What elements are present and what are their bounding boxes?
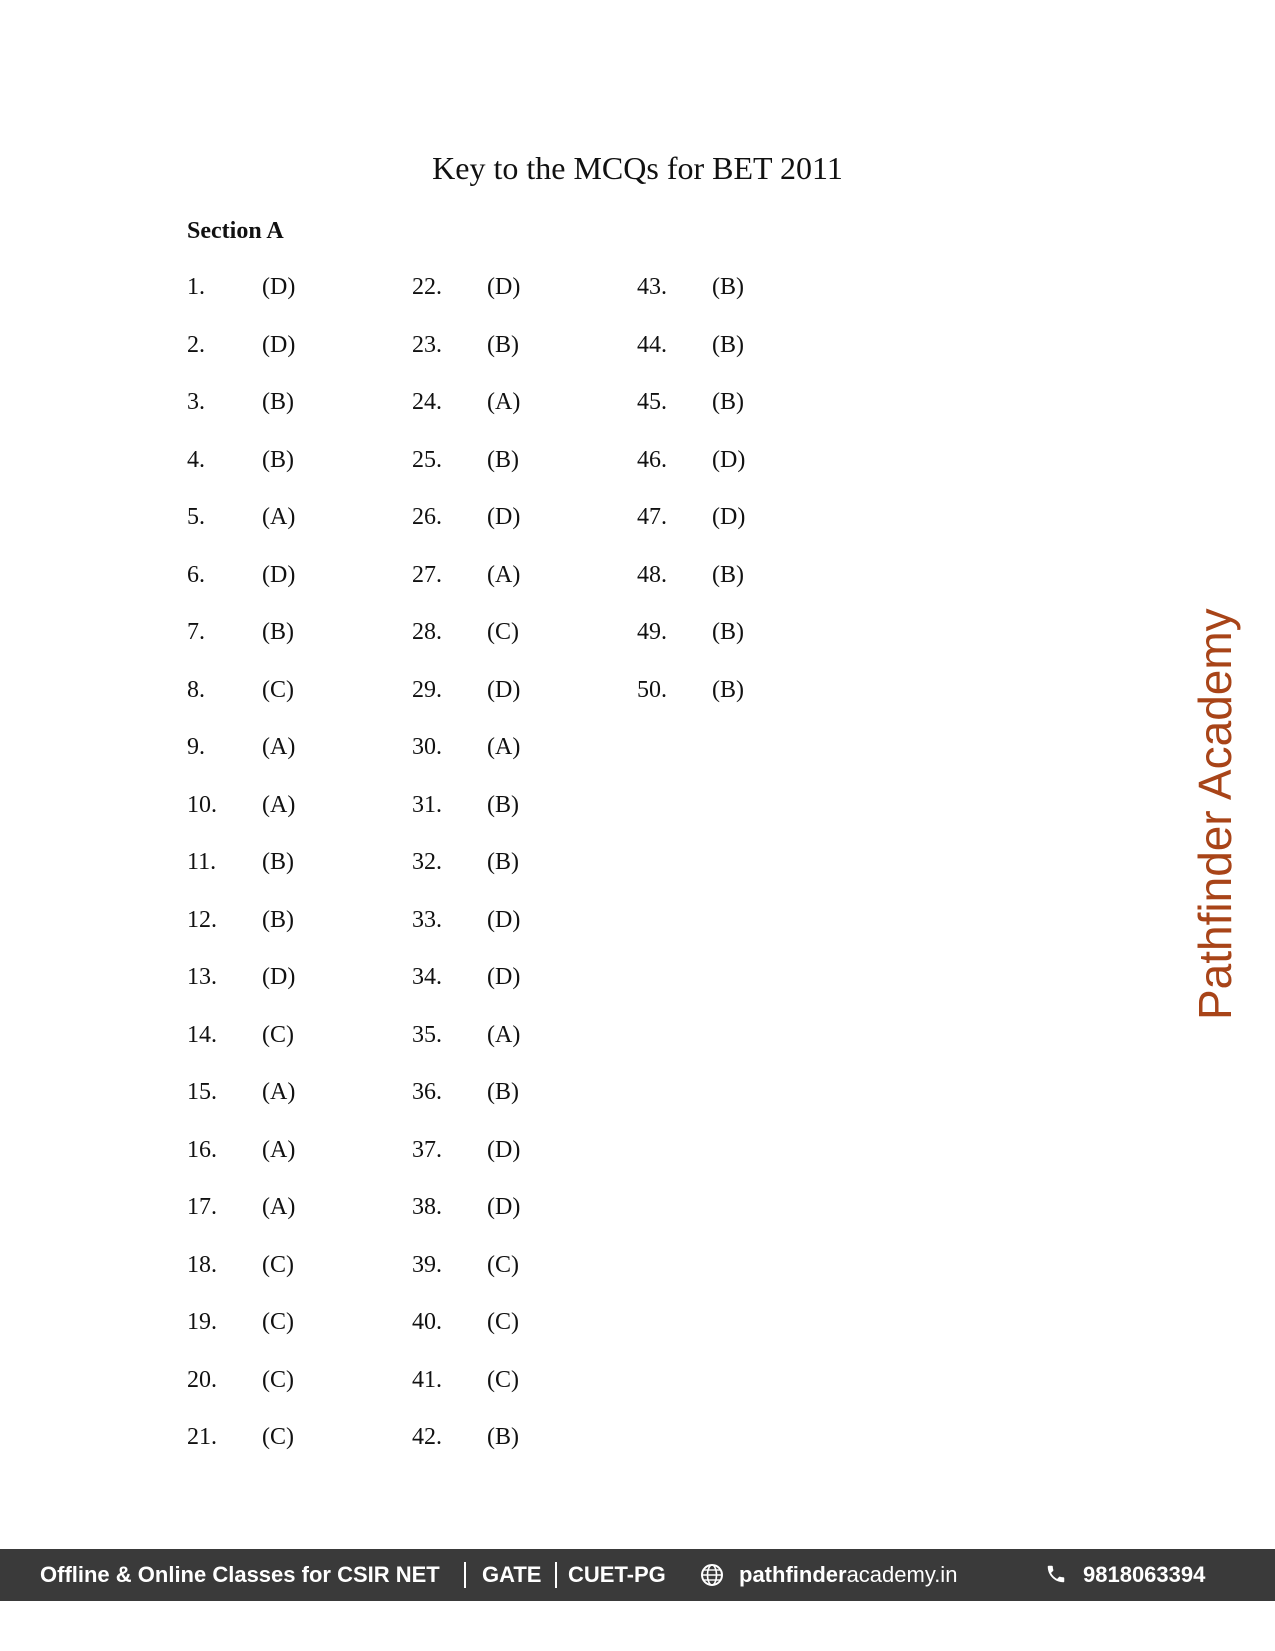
question-number: 16. [187,1136,217,1163]
question-number: 32. [412,849,442,875]
question-number: 1. [187,274,205,300]
answer-option: (A) [262,1079,296,1105]
question-number: 50. [637,676,667,703]
footer-url-bold: pathfinder [739,1562,847,1587]
answer-option: (D) [487,1194,521,1220]
answer-option: (B) [487,446,519,473]
answer-option: (C) [487,1366,519,1393]
answer-option: (A) [262,1136,296,1163]
question-number: 29. [412,676,442,703]
question-number: 25. [412,446,442,473]
question-number: 28. [412,619,442,645]
question-number: 22. [412,274,442,300]
footer-cuet-text: CUET-PG [568,1562,666,1587]
question-number: 41. [412,1366,442,1393]
question-number: 33. [412,906,442,933]
question-number: 37. [412,1136,442,1163]
answer-option: (B) [712,389,744,415]
question-number: 14. [187,1021,217,1048]
question-number: 4. [187,446,205,473]
answer-option: (B) [262,619,294,645]
answer-option: (A) [262,791,296,818]
answer-option: (A) [262,1194,296,1220]
question-number: 19. [187,1309,217,1335]
answer-option: (B) [487,1079,519,1105]
question-number: 46. [637,446,667,473]
question-number: 45. [637,389,667,415]
footer-separator [464,1562,466,1588]
answer-option: (B) [712,561,744,588]
globe-icon [700,1563,724,1587]
answer-option: (A) [487,734,521,760]
phone-icon [1045,1563,1067,1585]
question-number: 39. [412,1251,442,1278]
question-number: 2. [187,331,205,358]
answer-option: (D) [262,561,296,588]
question-number: 36. [412,1079,442,1105]
question-number: 49. [637,619,667,645]
question-number: 44. [637,331,667,358]
answer-option: (A) [487,389,521,415]
question-number: 20. [187,1366,217,1393]
footer-url-light: academy.in [846,1562,958,1587]
answer-option: (A) [487,561,521,588]
footer-separator [555,1562,557,1588]
section-heading: Section A [187,218,284,244]
question-number: 17. [187,1194,217,1220]
answer-option: (D) [712,504,746,530]
question-number: 27. [412,561,442,588]
question-number: 30. [412,734,442,760]
question-number: 47. [637,504,667,530]
answer-option: (C) [487,619,519,645]
answer-option: (D) [487,504,521,530]
footer-phone-number[interactable]: 9818063394 [1083,1562,1206,1587]
question-number: 7. [187,619,205,645]
question-number: 10. [187,791,217,818]
answer-option: (B) [712,619,744,645]
question-number: 35. [412,1021,442,1048]
question-number: 43. [637,274,667,300]
question-number: 9. [187,734,205,760]
answer-option: (D) [262,331,296,358]
answer-option: (B) [487,791,519,818]
question-number: 42. [412,1424,442,1450]
footer-classes-text: Offline & Online Classes for CSIR NET [40,1562,440,1587]
page-title: Key to the MCQs for BET 2011 [432,150,843,186]
answer-option: (A) [487,1021,521,1048]
answer-option: (A) [262,734,296,760]
answer-option: (C) [262,1251,294,1278]
answer-option: (B) [262,849,294,875]
answer-option: (D) [487,906,521,933]
answer-option: (C) [262,1309,294,1335]
question-number: 34. [412,964,442,990]
question-number: 6. [187,561,205,588]
answer-option: (D) [262,964,296,990]
question-number: 15. [187,1079,217,1105]
answer-option: (C) [487,1251,519,1278]
answer-option: (B) [712,274,744,300]
answer-option: (B) [487,849,519,875]
question-number: 48. [637,561,667,588]
answer-option: (D) [262,274,296,300]
answer-option: (D) [487,676,521,703]
answer-option: (D) [487,964,521,990]
answer-option: (B) [262,906,294,933]
answer-option: (C) [487,1309,519,1335]
answer-option: (A) [262,504,296,530]
question-number: 18. [187,1251,217,1278]
answer-option: (B) [712,676,744,703]
answer-option: (D) [487,1136,521,1163]
question-number: 26. [412,504,442,530]
question-number: 8. [187,676,205,703]
footer-bar [0,1549,1275,1601]
answer-option: (B) [262,389,294,415]
question-number: 12. [187,906,217,933]
question-number: 11. [187,849,217,875]
question-number: 38. [412,1194,442,1220]
question-number: 21. [187,1424,217,1450]
side-watermark: Pathfinder Academy [1189,608,1241,1020]
footer-gate-text: GATE [482,1562,542,1587]
question-number: 13. [187,964,217,990]
answer-option: (B) [262,446,294,473]
footer-website-link[interactable] [739,1563,957,1587]
question-number: 31. [412,791,442,818]
answer-option: (B) [712,331,744,358]
answer-option: (B) [487,331,519,358]
answer-option: (B) [487,1424,519,1450]
answer-option: (C) [262,1021,294,1048]
answer-option: (D) [487,274,521,300]
answer-option: (C) [262,1366,294,1393]
answer-option: (C) [262,1424,294,1450]
question-number: 40. [412,1309,442,1335]
answer-option: (D) [712,446,746,473]
question-number: 24. [412,389,442,415]
question-number: 23. [412,331,442,358]
answer-option: (C) [262,676,294,703]
question-number: 3. [187,389,205,415]
question-number: 5. [187,504,205,530]
